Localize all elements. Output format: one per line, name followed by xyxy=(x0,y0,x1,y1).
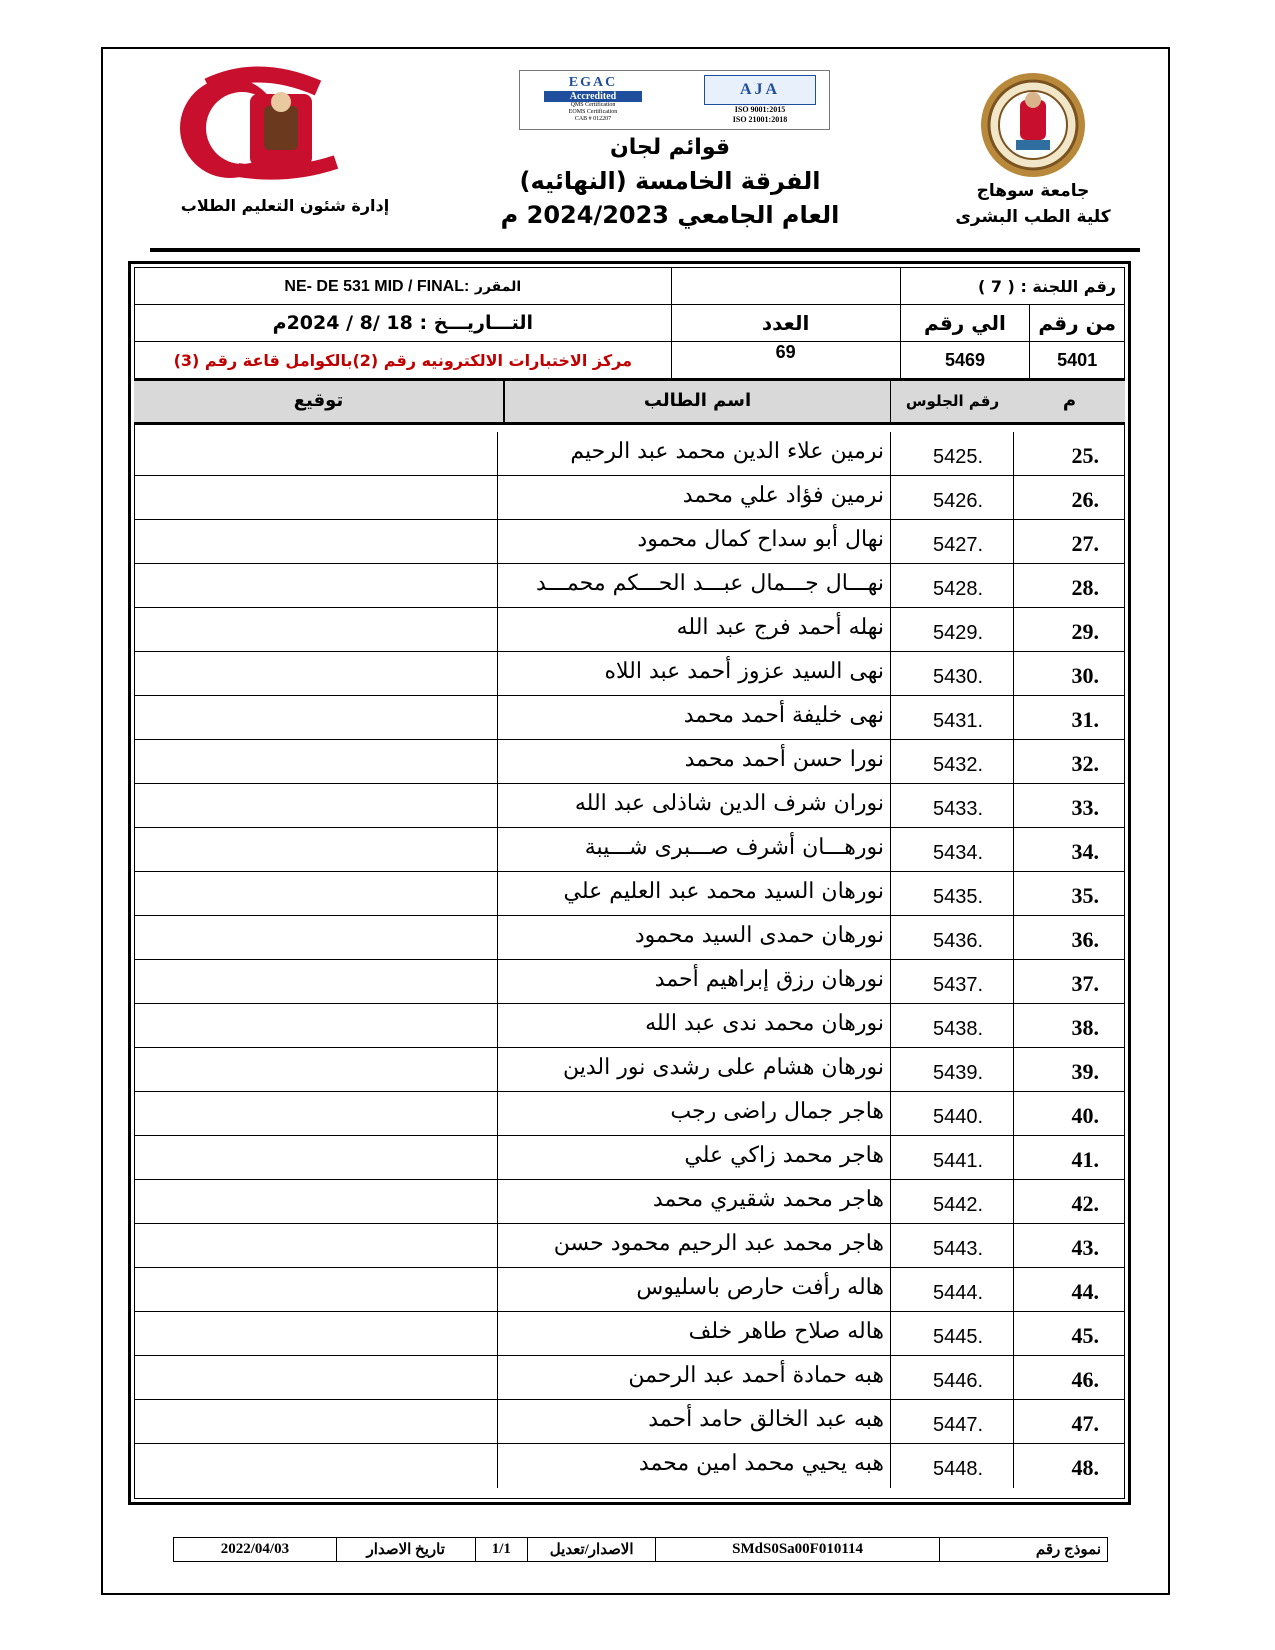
table-row xyxy=(134,696,1125,740)
table-row xyxy=(134,872,1125,916)
row-number: 34. xyxy=(1071,839,1099,864)
signature-cell xyxy=(134,1312,498,1356)
row-number: 37. xyxy=(1071,971,1099,996)
info-row-2 xyxy=(135,305,1125,342)
seat-number: 5426. xyxy=(890,476,1014,520)
count-value: 69 xyxy=(671,342,900,379)
version-value: 1/1 xyxy=(475,1538,528,1562)
course-cell xyxy=(135,268,672,305)
university-name: جامعة سوهاج xyxy=(976,181,1090,201)
table-row xyxy=(134,1004,1125,1048)
header-divider xyxy=(150,248,1140,252)
seat-number: 5445. xyxy=(890,1312,1014,1356)
table-row xyxy=(134,960,1125,1004)
table-row xyxy=(134,1356,1125,1400)
date-value: 18 /8 / 2024م xyxy=(272,312,413,334)
signature-cell xyxy=(134,476,498,520)
course-code: NE- DE 531 MID / FINAL: xyxy=(284,278,470,295)
seat-number: 5448. xyxy=(890,1444,1014,1488)
student-name: نورهـــان أشرف صـــبرى شـــيبة xyxy=(584,835,884,860)
form-number-label: نموذج رقم xyxy=(939,1538,1107,1562)
table-row xyxy=(134,1268,1125,1312)
seat-number: 5425. xyxy=(890,432,1014,476)
certification-logos xyxy=(519,70,830,130)
egac-label: EGAC xyxy=(568,75,618,90)
signature-cell xyxy=(134,564,498,608)
signature-cell xyxy=(134,696,498,740)
row-number: 42. xyxy=(1071,1191,1099,1216)
university-block xyxy=(948,178,1118,230)
document-title xyxy=(470,132,870,232)
aja-note-2: ISO 21001:2018 xyxy=(732,115,788,124)
committee-number: رقم اللجنة : ( 7 ) xyxy=(900,268,1124,305)
row-number: 46. xyxy=(1071,1367,1099,1392)
from-value: 5401 xyxy=(1030,342,1125,379)
signature-cell xyxy=(134,1224,498,1268)
egac-note-2: EOMS Certification xyxy=(568,109,618,115)
student-name: نهـــال جـــمال عبـــد الحـــكم محمـــد xyxy=(536,571,884,596)
table-row xyxy=(134,916,1125,960)
signature-cell xyxy=(134,1004,498,1048)
signature-cell xyxy=(134,828,498,872)
table-row xyxy=(134,432,1125,476)
date-label: التـــاريـــخ : xyxy=(419,312,533,334)
title-line-2: الفرقة الخامسة (النهائيه) xyxy=(519,167,821,195)
student-name: نهى السيد عزوز أحمد عبد اللاه xyxy=(604,659,884,684)
student-name: نوران شرف الدين شاذلى عبد الله xyxy=(574,791,884,816)
seat-number: 5434. xyxy=(890,828,1014,872)
student-name: نورهان حمدى السيد محمود xyxy=(634,923,884,948)
egac-note-3: CAB # 012207 xyxy=(574,116,612,122)
seat-number: 5433. xyxy=(890,784,1014,828)
row-number: 35. xyxy=(1071,883,1099,908)
signature-cell xyxy=(134,916,498,960)
row-number: 47. xyxy=(1071,1411,1099,1436)
seat-number: 5439. xyxy=(890,1048,1014,1092)
issue-date-value: 2022/04/03 xyxy=(174,1538,337,1562)
student-name: نهال أبو سداح كمال محمود xyxy=(637,527,884,552)
seat-number: 5437. xyxy=(890,960,1014,1004)
row-number: 26. xyxy=(1071,487,1099,512)
row-number: 44. xyxy=(1071,1279,1099,1304)
col-header-num: م xyxy=(1062,390,1077,411)
form-number-value: SMdS0Sa00F010114 xyxy=(656,1538,940,1562)
seat-number: 5427. xyxy=(890,520,1014,564)
row-number: 43. xyxy=(1071,1235,1099,1260)
row-number: 48. xyxy=(1071,1455,1099,1480)
seat-number: 5430. xyxy=(890,652,1014,696)
signature-cell xyxy=(134,608,498,652)
table-row xyxy=(134,564,1125,608)
version-label: الاصدار/تعديل xyxy=(528,1538,656,1562)
seat-number: 5441. xyxy=(890,1136,1014,1180)
col-header-sign: توقيع xyxy=(134,381,504,422)
row-number: 33. xyxy=(1071,795,1099,820)
student-name: نرمين علاء الدين محمد عبد الرحيم xyxy=(570,439,884,464)
table-row xyxy=(134,828,1125,872)
to-value: 5469 xyxy=(900,342,1030,379)
row-number: 38. xyxy=(1071,1015,1099,1040)
date-cell xyxy=(135,305,672,342)
signature-cell xyxy=(134,740,498,784)
aja-label: AJA xyxy=(704,75,816,105)
table-row xyxy=(134,1400,1125,1444)
seat-number: 5440. xyxy=(890,1092,1014,1136)
row-number: 40. xyxy=(1071,1103,1099,1128)
form-footer xyxy=(173,1537,1108,1562)
student-name: نورهان محمد ندى عبد الله xyxy=(645,1011,884,1036)
col-header-seat: رقم الجلوس xyxy=(890,381,1014,422)
student-name: نورهان السيد محمد عبد العليم علي xyxy=(563,879,884,904)
info-empty-cell xyxy=(671,268,900,305)
student-name: هاجر محمد شقيري محمد xyxy=(652,1187,884,1212)
seat-number: 5429. xyxy=(890,608,1014,652)
row-number: 27. xyxy=(1071,531,1099,556)
issue-date-label: تاريخ الاصدار xyxy=(336,1538,475,1562)
signature-cell xyxy=(134,872,498,916)
table-row xyxy=(134,1092,1125,1136)
student-name: نورا حسن أحمد محمد xyxy=(684,747,884,772)
egac-note-1: QMS Certification xyxy=(570,102,616,108)
table-row xyxy=(134,1224,1125,1268)
seat-number: 5444. xyxy=(890,1268,1014,1312)
student-name: هاله صلاح طاهر خلف xyxy=(688,1319,884,1344)
signature-cell xyxy=(134,1444,498,1488)
row-number: 36. xyxy=(1071,927,1099,952)
seat-number: 5447. xyxy=(890,1400,1014,1444)
seat-number: 5438. xyxy=(890,1004,1014,1048)
table-row xyxy=(134,608,1125,652)
row-number: 41. xyxy=(1071,1147,1099,1172)
title-line-3: العام الجامعي 2024/2023 م xyxy=(500,201,840,229)
column-headers xyxy=(134,379,1125,425)
seat-number: 5435. xyxy=(890,872,1014,916)
row-number: 28. xyxy=(1071,575,1099,600)
student-name: نورهان هشام على رشدى نور الدين xyxy=(562,1055,884,1080)
table-row xyxy=(134,1180,1125,1224)
faculty-name: كلية الطب البشرى xyxy=(955,207,1111,227)
title-line-1: قوائم لجان xyxy=(609,135,731,160)
col-header-name: اسم الطالب xyxy=(504,381,890,422)
student-name: نهى خليفة أحمد محمد xyxy=(683,703,884,728)
signature-cell xyxy=(134,520,498,564)
signature-cell xyxy=(134,432,498,476)
signature-cell xyxy=(134,1268,498,1312)
table-row xyxy=(134,520,1125,564)
student-name: هاجر جمال راضى رجب xyxy=(670,1099,884,1124)
row-number: 29. xyxy=(1071,619,1099,644)
info-row-3 xyxy=(135,342,1125,379)
student-name: هبه يحيي محمد امين محمد xyxy=(638,1451,884,1476)
student-name: هاجر محمد عبد الرحيم محمود حسن xyxy=(553,1231,884,1256)
seat-number: 5442. xyxy=(890,1180,1014,1224)
seat-number: 5428. xyxy=(890,564,1014,608)
department-name: إدارة شئون التعليم الطلاب xyxy=(180,196,390,215)
signature-cell xyxy=(134,1180,498,1224)
seat-number: 5443. xyxy=(890,1224,1014,1268)
signature-cell xyxy=(134,960,498,1004)
signature-cell xyxy=(134,784,498,828)
table-row xyxy=(134,652,1125,696)
signature-cell xyxy=(134,1136,498,1180)
table-row xyxy=(134,784,1125,828)
table-row xyxy=(134,476,1125,520)
faculty-logo xyxy=(168,66,348,186)
table-row xyxy=(134,1048,1125,1092)
seat-number: 5432. xyxy=(890,740,1014,784)
committee-info-table xyxy=(134,267,1125,379)
table-row xyxy=(134,1136,1125,1180)
student-name: هاله رأفت حارص باسليوس xyxy=(636,1275,884,1300)
aja-note-1: ISO 9001:2015 xyxy=(734,105,786,114)
info-row-1 xyxy=(135,268,1125,305)
signature-cell xyxy=(134,1092,498,1136)
table-row xyxy=(134,1312,1125,1356)
signature-cell xyxy=(134,1400,498,1444)
row-number: 45. xyxy=(1071,1323,1099,1348)
seat-number: 5436. xyxy=(890,916,1014,960)
to-label: الي رقم xyxy=(900,305,1030,342)
student-name: هبه حمادة أحمد عبد الرحمن xyxy=(628,1363,884,1388)
signature-cell xyxy=(134,1048,498,1092)
row-number: 39. xyxy=(1071,1059,1099,1084)
from-label: من رقم xyxy=(1030,305,1125,342)
row-number: 32. xyxy=(1071,751,1099,776)
exam-location: مركز الاختبارات الالكترونيه رقم (2)بالكوامل قاعة رقم (3) xyxy=(135,342,672,379)
seat-number: 5431. xyxy=(890,696,1014,740)
row-number: 25. xyxy=(1071,443,1099,468)
row-number: 31. xyxy=(1071,707,1099,732)
student-name: هبه عبد الخالق حامد أحمد xyxy=(648,1407,884,1432)
course-label: المقرر xyxy=(474,279,522,295)
student-name: نرمين فؤاد علي محمد xyxy=(682,483,884,508)
university-seal xyxy=(978,70,1088,180)
student-name: نورهان رزق إبراهيم أحمد xyxy=(654,967,884,992)
signature-cell xyxy=(134,652,498,696)
student-list xyxy=(134,432,1125,1488)
student-name: نهله أحمد فرج عبد الله xyxy=(676,615,884,640)
egac-sub: Accredited xyxy=(544,91,642,102)
count-label: العدد xyxy=(671,305,900,342)
table-row xyxy=(134,1444,1125,1488)
seat-number: 5446. xyxy=(890,1356,1014,1400)
signature-cell xyxy=(134,1356,498,1400)
student-name: هاجر محمد زاكي علي xyxy=(684,1143,884,1168)
row-number: 30. xyxy=(1071,663,1099,688)
table-row xyxy=(134,740,1125,784)
